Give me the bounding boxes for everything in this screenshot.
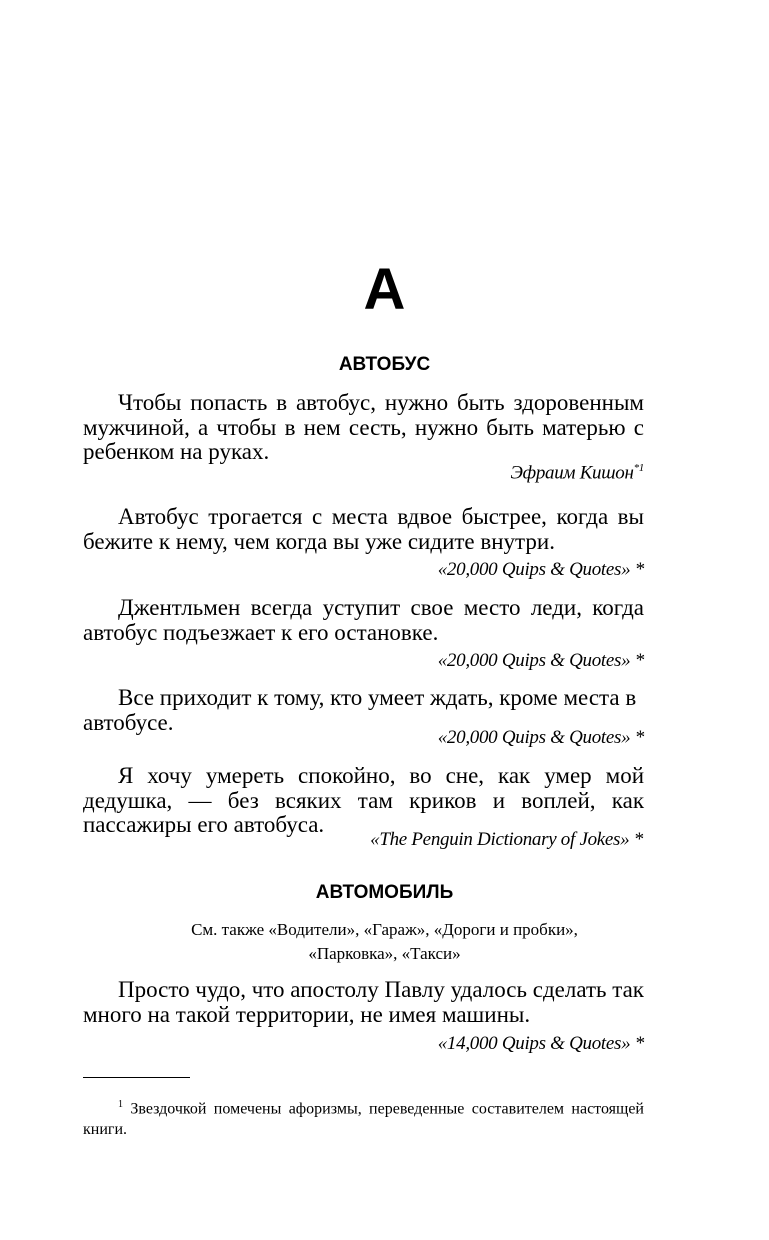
section-heading-car: АВТОМОБИЛЬ: [315, 882, 454, 903]
quote-author: «20,000 Quips & Quotes»: [437, 559, 631, 580]
asterisk-mark: *: [630, 650, 644, 671]
quote-text: Я хочу умереть спокойно, во сне, как умер мой дедушка, — без всяких там криков и воплей, как пассажиры его автобуса.: [83, 763, 644, 837]
quote-text: Автобус трогается с места вдвое быстрее, когда вы бежите к нему, чем когда вы уже сидите внутри.: [83, 504, 644, 554]
quote-text: Чтобы попасть в автобус, нужно быть здоровенным мужчиной, а чтобы в нем сесть, нужно быть матерью с ребенком на руках.: [83, 390, 644, 464]
asterisk-mark: *: [630, 727, 644, 748]
quote-author: «20,000 Quips & Quotes»: [437, 727, 631, 748]
see-also-line: «Парковка», «Такси»: [308, 944, 461, 963]
section-letter: А: [363, 257, 406, 322]
see-also-line: См. также «Водители», «Гараж», «Дороги и пробки»,: [191, 920, 578, 939]
quote-attribution: [438, 650, 644, 672]
quote-attribution: [438, 559, 644, 581]
quote-text: Джентльмен всегда уступит свое место леди, когда автобус подъезжает к его остановке.: [83, 595, 644, 645]
asterisk-mark: *: [630, 1033, 644, 1054]
footnote-divider: [83, 1077, 190, 1078]
quote-attribution: [370, 829, 643, 851]
quote-text: Все приходит к тому, кто умеет ждать, кроме места в автобусе.: [83, 685, 637, 735]
footnote-text: Звездочкой помечены афоризмы, переведенные составителем настоящей книги.: [83, 1100, 644, 1139]
footnote-ref[interactable]: *1: [633, 462, 644, 474]
asterisk-mark: *: [629, 829, 643, 850]
quote-author: «14,000 Quips & Quotes»: [437, 1033, 631, 1054]
quote-text: Просто чудо, что апостолу Павлу удалось сделать так много на такой территории, не имея машины.: [83, 977, 644, 1027]
footnote-number: 1: [118, 1099, 123, 1110]
quote-attribution: [438, 1033, 644, 1055]
section-heading-bus: АВТОБУС: [338, 354, 431, 375]
footnote: [83, 1094, 644, 1140]
quote-attribution: [438, 727, 644, 749]
quote-author: «20,000 Quips & Quotes»: [437, 650, 631, 671]
asterisk-mark: *: [630, 559, 644, 580]
quote-author: «The Penguin Dictionary of Jokes»: [370, 829, 630, 850]
quote-attribution: [511, 457, 645, 484]
quote-author: Эфраим Кишон: [510, 462, 634, 484]
